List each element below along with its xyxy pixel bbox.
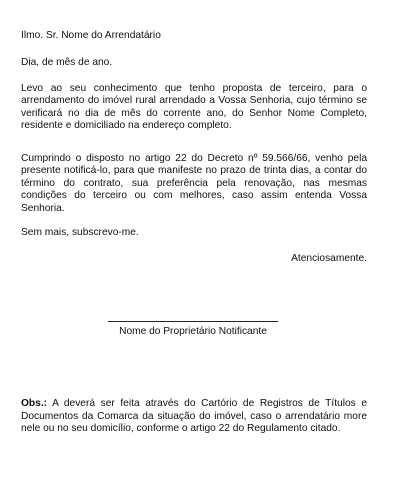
paragraph-proposal: Levo ao seu conhecimento que tenho proposta de terceiro, para o arrendamento do imóvel rural arrendado a Vossa Senhoria, cujo término se verificará no dia de mês do corrente ano, do Senhor Nome Completo, residente e domiciliado na endereço completo. (21, 83, 367, 132)
observation-text: A deverá ser feita através do Cartório de Registros de Títulos e Documentos da Comarca da situação do imóvel, caso o arrendatário more nele ou no seu domicílio, conforme o artigo 22 do Regulamento citado. (21, 398, 367, 435)
observation-label: Obs.: (21, 398, 48, 409)
sign-off: Atenciosamente. (291, 253, 367, 264)
paragraph-notification: Cumprindo o disposto no artigo 22 do Decreto nº 59.566/66, venho pela presente notificá-lo, para que manifeste no prazo de trinta dias, a contar do término do contrato, sua preferência pela renovação, nas mesmas condições do terceiro ou com melhores, caso assim entenda Vossa Senhoria. (21, 153, 367, 214)
date-line: Dia, de mês de ano. (21, 57, 113, 68)
signature-line (108, 321, 278, 322)
salutation: Ilmo. Sr. Nome do Arrendatário (21, 30, 161, 41)
observation-note (21, 398, 367, 436)
signatory-name: Nome do Proprietário Notificante (119, 326, 267, 337)
closing-remark: Sem mais, subscrevo-me. (21, 227, 139, 238)
